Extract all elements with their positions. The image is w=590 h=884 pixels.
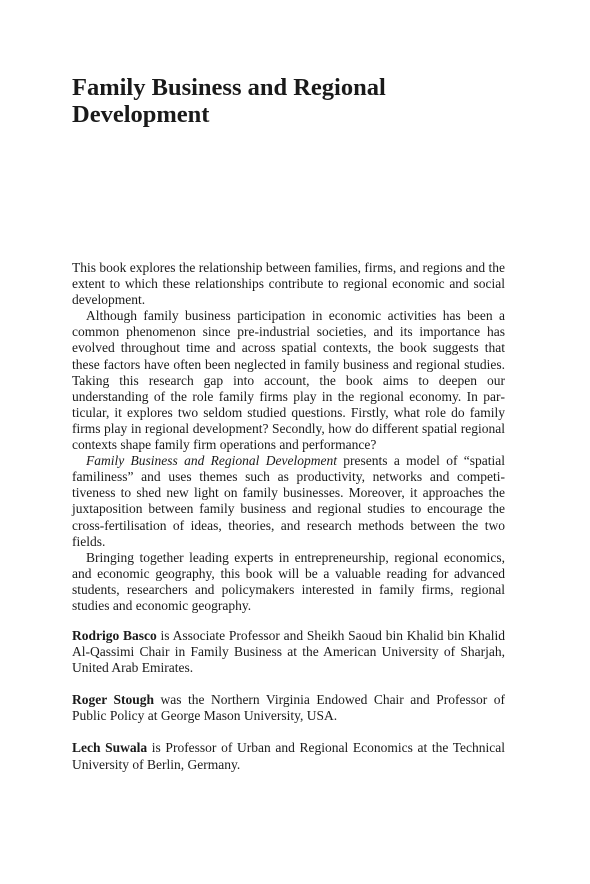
description-paragraph-2: Although family business participation in economic activities has been a common phenomenon since pre-industrial societies, and its importance has evolved throughout time and across spatial contexts, the book suggests that these factors have often been neglected in family business and regional studies. Taking this research gap into account, the book aims to deepen our understanding of the role family firms play in the regional economy. In particular, it explores two seldom studied questions. Firstly, what role do family firms play in regional development? Secondly, how do different spatial regional contexts shape family firm operations and performance? [72,308,505,453]
author-name: Rodrigo Basco [72,628,157,643]
description-paragraph-4: Bringing together leading experts in entrepreneurship, regional economics, and economic geography, this book will be a valuable reading for advanced students, researchers and policymakers interested in family firms, regional studies and economic geography. [72,549,505,613]
author-bios [72,628,505,789]
author-bio [72,692,505,724]
author-bio-text: is Associate Professor and Sheikh Saoud bin Khalid bin Khalid Al-Qassimi Chair in Family Business at the American University of Sharjah, United Arab Emirates. [72,628,506,676]
author-bio [72,740,505,772]
description-paragraph-1: This book explores the relationship between families, firms, and regions and the extent to which these relationships contribute to regional economic and social development. [72,260,506,308]
title-line-2: Development [72,101,210,128]
book-description [72,260,505,614]
author-name: Roger Stough [72,692,154,708]
author-name: Lech Suwala [72,740,148,756]
description-paragraph-3 [72,453,505,550]
author-bio [72,628,505,676]
author-bio-text: was the Northern Virginia Endowed Chair and Professor of Public Policy at George Mason University, USA. [72,692,505,724]
book-title-italic: Family Business and Regional Development [86,453,337,469]
author-bio-text: is Professor of Urban and Regional Economics at the Technical University of Berlin, Germany. [72,740,505,772]
page-title [72,74,512,128]
description-paragraph-3-text: presents a model of “spatial familiness” and uses themes such as productivity, networks and competitiveness to shed new light on family businesses. Moreover, it approaches the juxtaposition between family business and regional studies to encourage the cross-fertilisation of ideas, theories, and research methods between the two fields. [72,453,505,549]
title-line-1: Family Business and Regional [72,74,386,101]
